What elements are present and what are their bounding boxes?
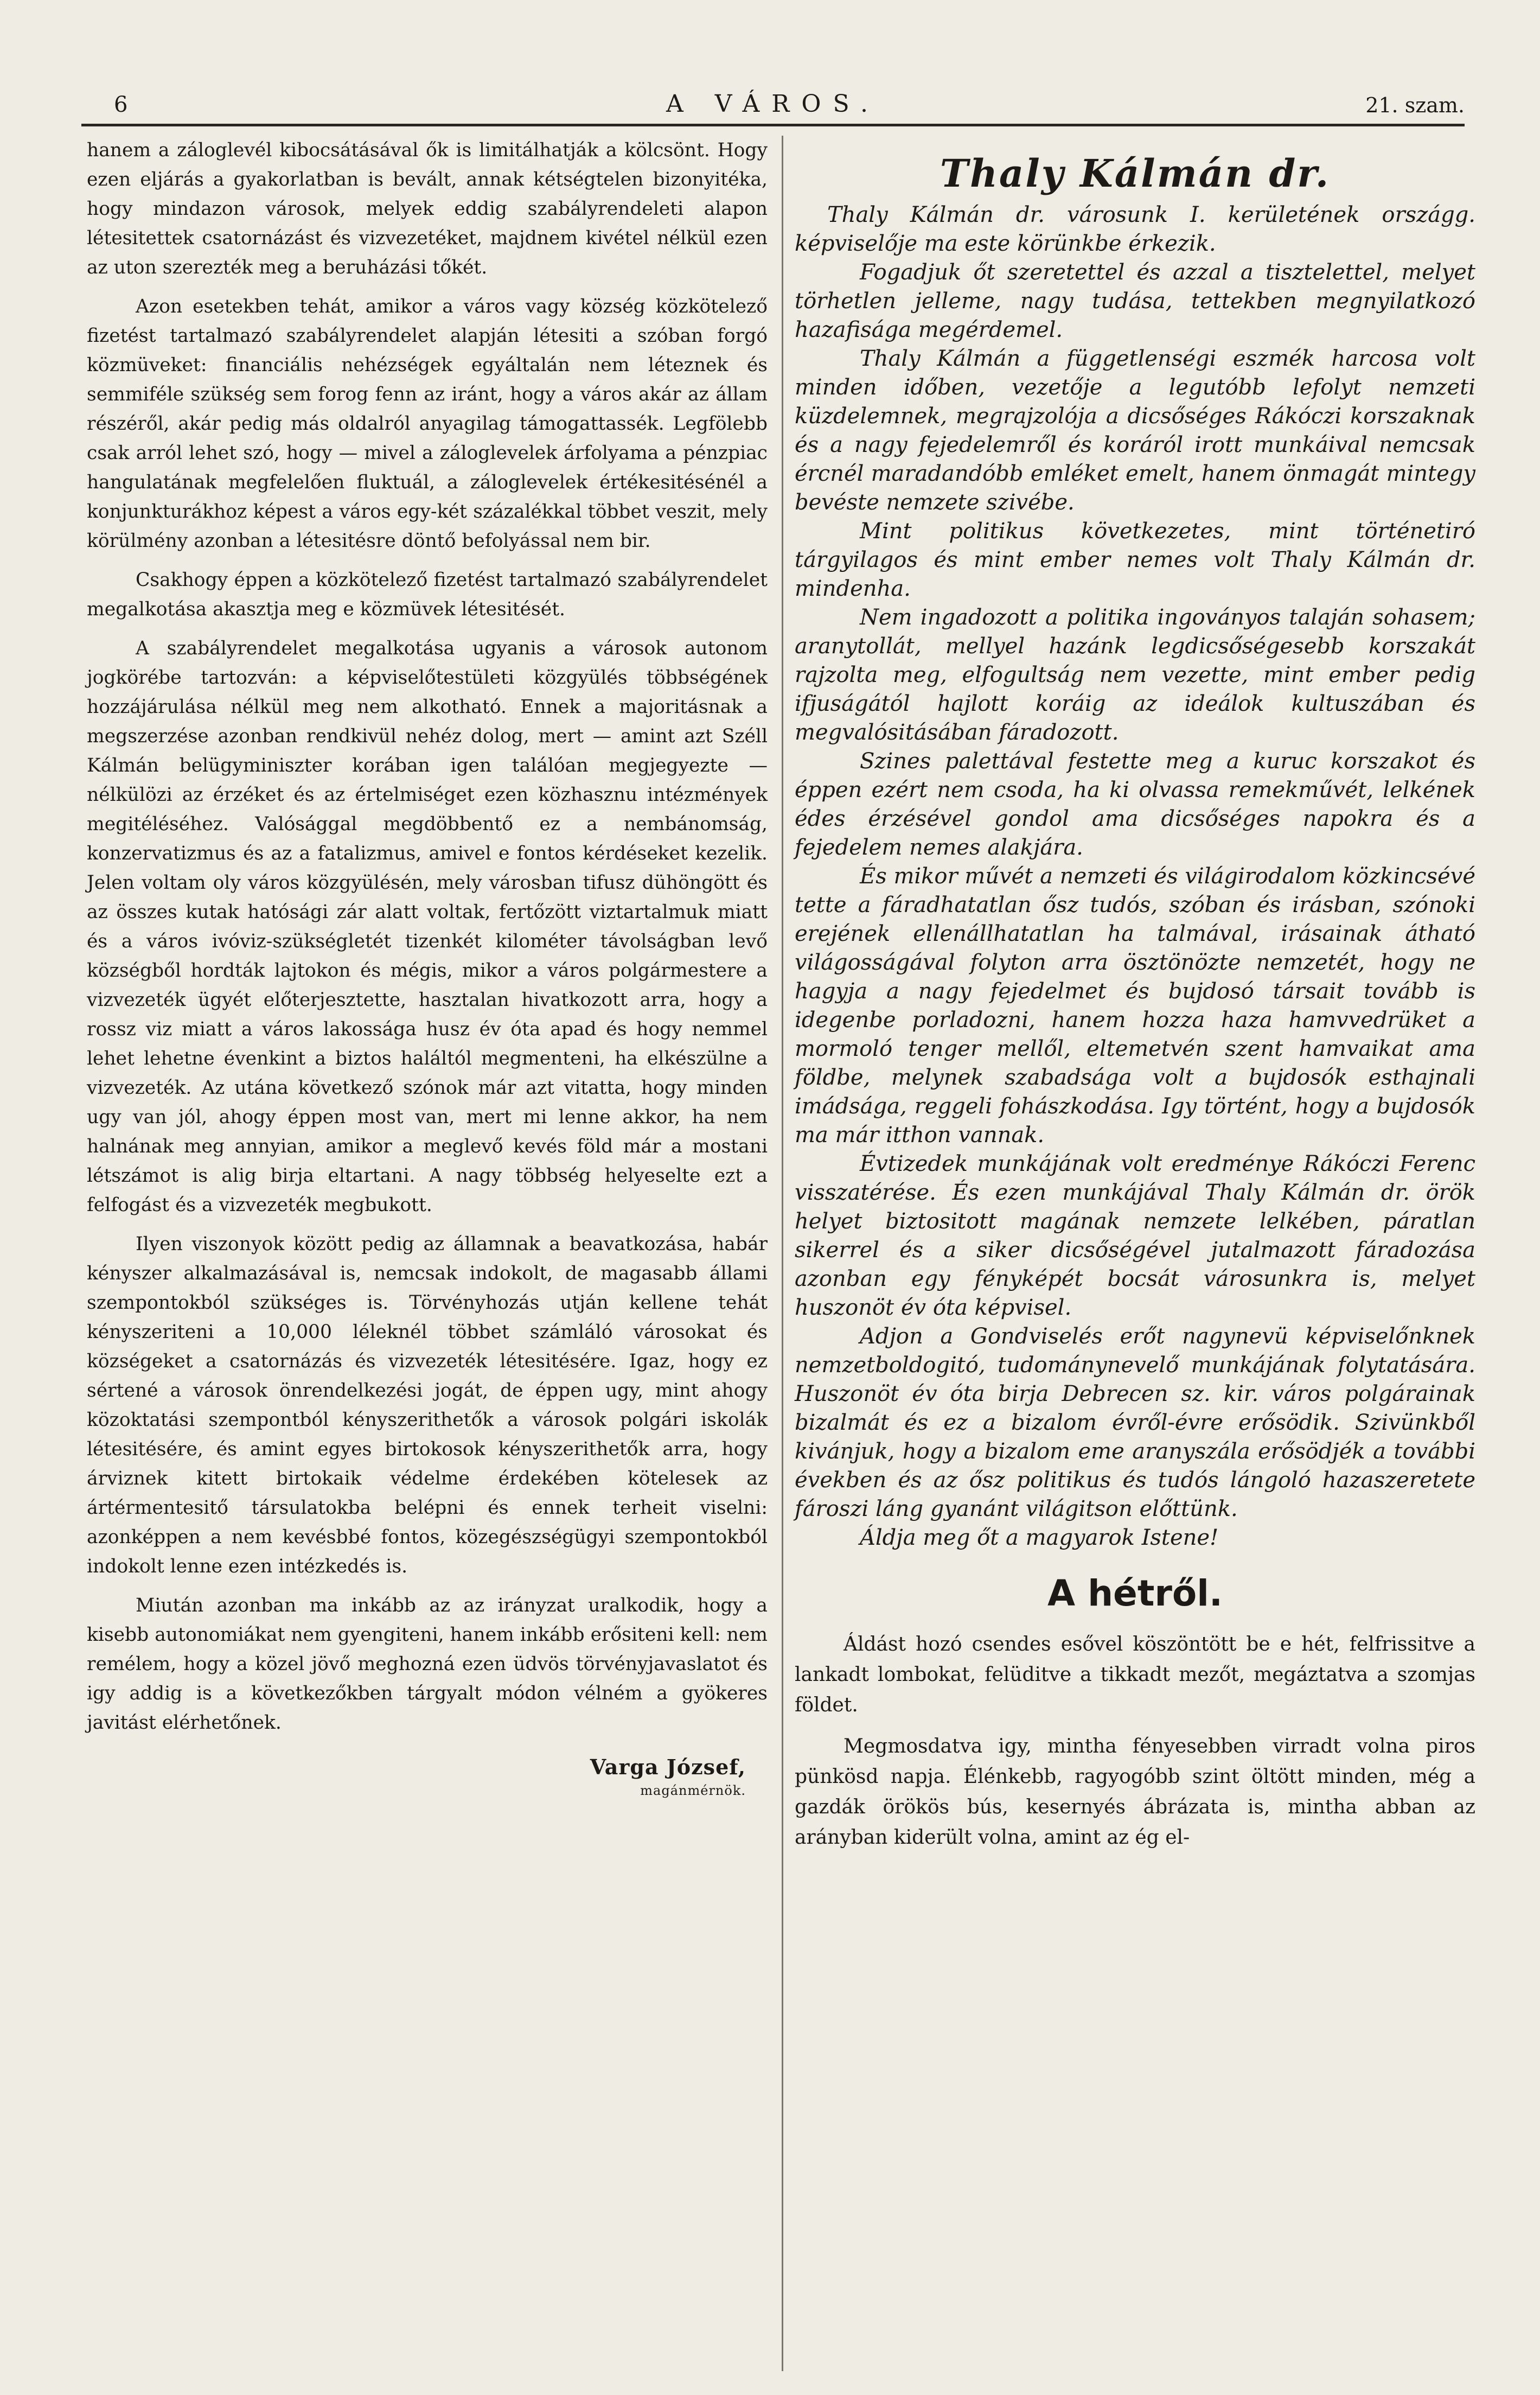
author-signature: Varga József, (590, 1755, 746, 1779)
article-paragraph: hanem a záloglevél kibocsátásával ők is limitálhatják a kölcsönt. Hogy ezen eljárás a gyakorlatban is bevált, annak kétségtelen bizonyitéka, hogy mindazon városok, melyek eddig szabályrendeleti alapon létesitettek csatornázást és vizvezetéket, majdnem kivétel nélkül ezen az uton szerezték meg a beruházási tőkét. (87, 139, 768, 278)
page-number: 6 (114, 92, 128, 117)
italic-paragraph: Thaly Kálmán a függetlenségi eszmék harcosa volt minden időben, vezetője a legutóbb lefolyt nemzeti küzdelemnek, megrajzolója a dicsőséges Rákóczi korszaknak és a nagy fejedelemről és koráról irott munkáival nemcsak ércnél maradandóbb emléket emelt, hanem önmagát mintegy bevéste nemzete szivébe. (795, 346, 1475, 515)
article-title: Thaly Kálmán dr. (940, 151, 1331, 196)
article-paragraph: Azon esetekben tehát, amikor a város vagy község közkötelező fizetést tartalmazó szabályrendelet alapján létesiti a szóban forgó közmüveket: financiális nehézségek egyáltalán nem léteznek és semmiféle szükség sem forog fenn az iránt, hogy a város akár az állam részéről, akár pedig más oldalról anyagilag támogattassék. Legfölebb csak arról lehet szó, hogy — mivel a záloglevelek árfolyama a pénzpiac hangulatának megfelelően fluktuál, a záloglevelek értékesitésénél a konjunkturákhoz képest a város egy-két százalékkal többet veszit, mely körülmény azonban a létesitésre döntő befolyással nem bir. (87, 296, 768, 552)
section-paragraph: Áldást hozó csendes esővel köszöntött be e hét, felfrissitve a lankadt lombokat, felüditve a tikkadt mezőt, megáztatva a szomjas földet. (795, 1633, 1475, 1716)
article-paragraph: Miután azonban ma inkább az az irányzat uralkodik, hogy a kisebb autonomiákat nem gyengiteni, hanem inkább erősiteni kell: nem remélem, hogy a közel jövő meghozná ezen üdvös törvényjavaslatot és igy addig is a következőkben tárgyalt módon vélném a gyökeres javitást elérhetőnek. (87, 1595, 768, 1734)
italic-paragraph: Adjon a Gondviselés erőt nagynevü képviselőnknek nemzetboldogitó, tudománynevelő munkájának folytatására. Huszonöt év óta birja Debrecen sz. kir. város polgárainak bizalmát és ez a bizalom évről-évre erősödik. Szivünkből kivánjuk, hogy a bizalom eme aranyszála erősödjék a további években és az ősz politikus és tudós lángoló hazaszeretete fároszi láng gyanánt világitson előttünk. (795, 1324, 1475, 1521)
issue-number: 21. szam. (1365, 93, 1465, 117)
italic-paragraph: Mint politikus következetes, mint történetiró tárgyilagos és mint ember nemes volt Thaly Kálmán dr. mindenha. (795, 519, 1475, 601)
italic-paragraph: Áldja meg őt a magyarok Istene! (860, 1525, 1219, 1550)
section-paragraph: Megmosdatva igy, mintha fényesebben virradt volna piros pünkösd napja. Élénkebb, ragyogóbb szint öltött minden, még a gazdák örökös bús, kesernyés ábrázata is, mintha abban az arányban kiderült volna, amint az ég el- (795, 1735, 1475, 1849)
section-title: A hétről. (1047, 1572, 1223, 1614)
italic-paragraph: És mikor művét a nemzeti és világirodalom közkincsévé tette a fáradhatatlan ősz tudós, szóban és irásban, szónoki erejének ellenállhatatlan ha talmával, irásainak átható világosságával folyton arra ösztönözte nemzetét, hogy ne hagyja a nagy fejedelmet és bujdosó társait tovább is idegenbe porladozni, hanem hozza haza hamvvedrüket a mormoló tenger mellől, eltemetvén szent hamvaikat ama földbe, melynek szabadsága volt a bujdosók esthajnali imádsága, reggeli fohászkodása. Igy történt, hogy a bujdosók ma már itthon vannak. (795, 864, 1475, 1148)
newspaper-title: A VÁROS. (666, 90, 880, 118)
italic-paragraph: Szines palettával festette meg a kuruc korszakot és éppen ezért nem csoda, ha ki olvassa remekművét, lelkének édes érzésével gondol ama dicsőséges napokra és a fejedelem nemes alakjára. (795, 749, 1475, 860)
column-divider (782, 136, 783, 2371)
italic-paragraph: Thaly Kálmán dr. városunk I. kerületének országg. képviselője ma este körünkbe érkezik. (795, 202, 1475, 256)
article-paragraph: Ilyen viszonyok között pedig az államnak a beavatkozása, habár kényszer alkalmazásával is, nemcsak indokolt, de magasabb állami szempontokból szükséges is. Törvényhozás utján kellene tehát kényszeriteni a 10,000 léleknél többet számláló városokat és községeket a csatornázás és vizvezeték létesitésére. Igaz, hogy ez sértené a városok önrendelkezési jogát, de éppen ugy, mint ahogy közoktatási szempontból kényszerithetők a városok polgári iskolák létesitésére, és amint egyes birtokosok kényszerithetők arra, hogy árviznek kitett birtokaik védelme érdekében kötelesek az ártérmentesitő társulatokba belépni és ennek terheit viselni: azonképpen a nem kevésbbé fontos, közegészségügyi szempontokból indokolt lenne ezen intézkedés is. (87, 1233, 768, 1577)
article-paragraph: Csakhogy éppen a közkötelező fizetést tartalmazó szabályrendelet megalkotása akasztja meg e közmüvek létesitését. (87, 569, 768, 620)
header-rule (81, 124, 1465, 126)
italic-paragraph: Évtizedek munkájának volt eredménye Rákóczi Ferenc visszatérése. És ezen munkájával Thaly Kálmán dr. örök helyet biztositott magának nemzete lelkében, páratlan sikerrel és a siker dicsőségével jutalmazott fáradozása azonban egy fényképét bocsát városunkra is, melyet huszonöt év óta képvisel. (795, 1151, 1475, 1320)
author-role: magánmérnök. (640, 1783, 746, 1798)
left-column (87, 136, 768, 1800)
page-header (81, 87, 1465, 125)
italic-paragraph: Nem ingadozott a politika ingoványos talaján sohasem; aranytollát, mellyel hazánk legdicsőségesebb korszakát rajzolta meg, elfogultság nem vezette, mint ember pedig ifjuságától hajlott koráig az ideálok kultuszában és megvalósitásában fáradozott. (795, 605, 1475, 745)
right-column (795, 136, 1475, 1853)
italic-paragraph: Fogadjuk őt szeretettel és azzal a tisztelettel, melyet törhetlen jelleme, nagy tudása, tettekben megnyilatkozó hazafisága megérdemel. (795, 260, 1475, 342)
article-paragraph: A szabályrendelet megalkotása ugyanis a városok autonom jogkörébe tartozván: a képviselőtestületi közgyülés többségének hozzájárulása nélkül meg nem alkotható. Ennek a majoritásnak a megszerzése azonban rendkivül nehéz dolog, mert — amint azt Széll Kálmán belügyminiszter korában igen találóan megjegyezte — nélkülözi az érzéket és az értelmiséget ezen közhasznu intézmények megitéléséhez. Valósággal megdöbbentő ez a nembánomság, konzervatizmus és az a fatalizmus, amivel e fontos kérdéseket kezelik. Jelen voltam oly város közgyülésén, mely városban tifusz dühöngött és az összes kutak hatósági zár alatt voltak, fertőzött viztartalmuk miatt és a város ivóviz-szükségletét tizenkét kilométer távolságban levő községből hordták lajtokon és mégis, mikor a város polgármestere a vizvezeték ügyét előterjesztette, hasztalan hivatkozott arra, hogy a rossz viz miatt a város lakossága husz év óta apad és hogy nemmel lehet lehetne évenkint a biztos haláltól megmenteni, ha elkészülne a vizvezeték. Az utána következő szónok már azt vitatta, hogy minden ugy van jól, ahogy éppen most van, mert mi lenne akkor, ha nem halnának meg annyian, amikor a meglevő kevés föld már a mostani létszámot is alig birja eltartani. A nagy többség helyeselte ezt a felfogást és a vizvezeték megbukott. (87, 638, 768, 1216)
